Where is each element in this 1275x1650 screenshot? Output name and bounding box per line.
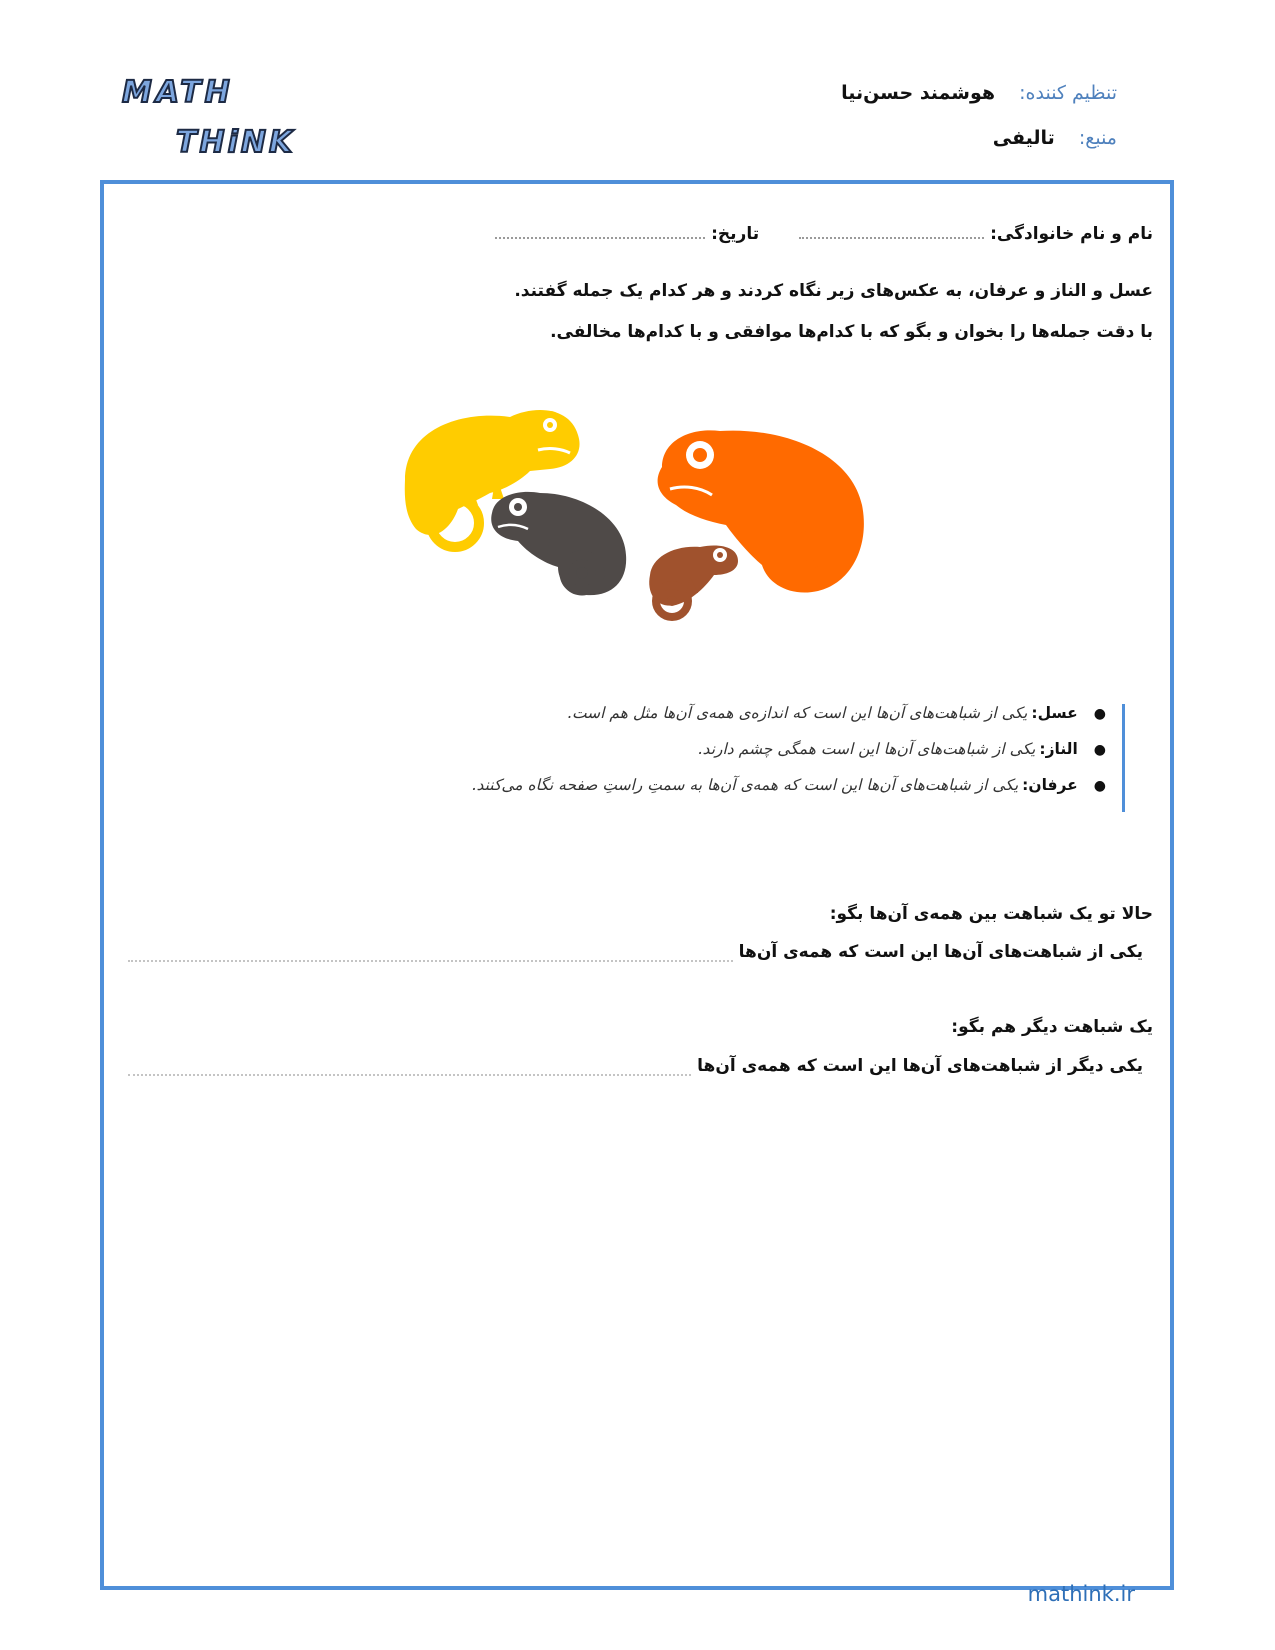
quote-item [485, 740, 1108, 758]
task-question-1: حالا تو یک شباهت بین همه‌ی آن‌ها بگو: [829, 904, 1153, 924]
quote-name: الناز: [1039, 740, 1078, 758]
quote-name: عسل: [1031, 704, 1078, 722]
author-label: تنظیم کننده: [1019, 82, 1117, 104]
answer-line-1 [128, 942, 1143, 962]
date-label: تاریخ: [711, 224, 760, 244]
quotes-list [471, 704, 1125, 812]
gray-chameleon [491, 492, 626, 595]
quote-text: یکی از شباهت‌های آن‌ها این است همگی چشم دارند. [697, 740, 1036, 758]
quote-text: یکی از شباهت‌های آن‌ها این است که اندازه‌ی همه‌ی آن‌ها مثل هم است. [567, 704, 1028, 722]
bullet-icon: ● [1093, 778, 1106, 794]
bullet-icon: ● [1093, 706, 1106, 722]
quote-item [471, 776, 1108, 794]
logo-line-1: MATH [122, 75, 234, 110]
answer-line-2 [128, 1056, 1143, 1076]
brown-chameleon [649, 546, 738, 617]
name-field[interactable] [799, 225, 984, 239]
quote-item [485, 704, 1108, 722]
source-value: تالیفی [992, 127, 1055, 149]
author-value: هوشمند حسن‌نیا [841, 82, 996, 104]
quote-name: عرفان: [1022, 776, 1078, 794]
date-field[interactable] [495, 225, 705, 239]
name-date-line [495, 224, 1153, 244]
quote-text: یکی از شباهت‌های آن‌ها این است که همه‌ی آن‌ها به سمتِ راستِ صفحه نگاه می‌کنند. [471, 776, 1019, 794]
answer-prompt-1: یکی از شباهت‌های آن‌ها این است که همه‌ی آن‌ها [738, 942, 1143, 962]
bullet-icon: ● [1093, 742, 1106, 758]
answer-field-2[interactable] [128, 1064, 691, 1076]
source-line [993, 127, 1117, 149]
name-label: نام و نام خانوادگی: [990, 224, 1153, 244]
footer-site-link[interactable]: mathink.ir [1027, 1582, 1135, 1606]
source-label: منبع: [1078, 127, 1117, 149]
intro-line-1: عسل و الناز و عرفان، به عکس‌های زیر نگاه کردند و هر کدام یک جمله گفتند. [514, 281, 1153, 301]
author-line [841, 82, 1117, 104]
mathink-logo [120, 70, 320, 170]
answer-prompt-2: یکی دیگر از شباهت‌های آن‌ها این است که همه‌ی آن‌ها [697, 1056, 1143, 1076]
intro-line-2: با دقت جمله‌ها را بخوان و بگو که با کدام‌ها موافقی و با کدام‌ها مخالفی. [550, 322, 1153, 342]
task-question-2: یک شباهت دیگر هم بگو: [951, 1017, 1153, 1037]
chameleons-illustration [400, 405, 920, 650]
answer-field-1[interactable] [128, 950, 733, 962]
worksheet-frame [100, 180, 1174, 1590]
logo-line-2: THiNK [176, 125, 296, 160]
